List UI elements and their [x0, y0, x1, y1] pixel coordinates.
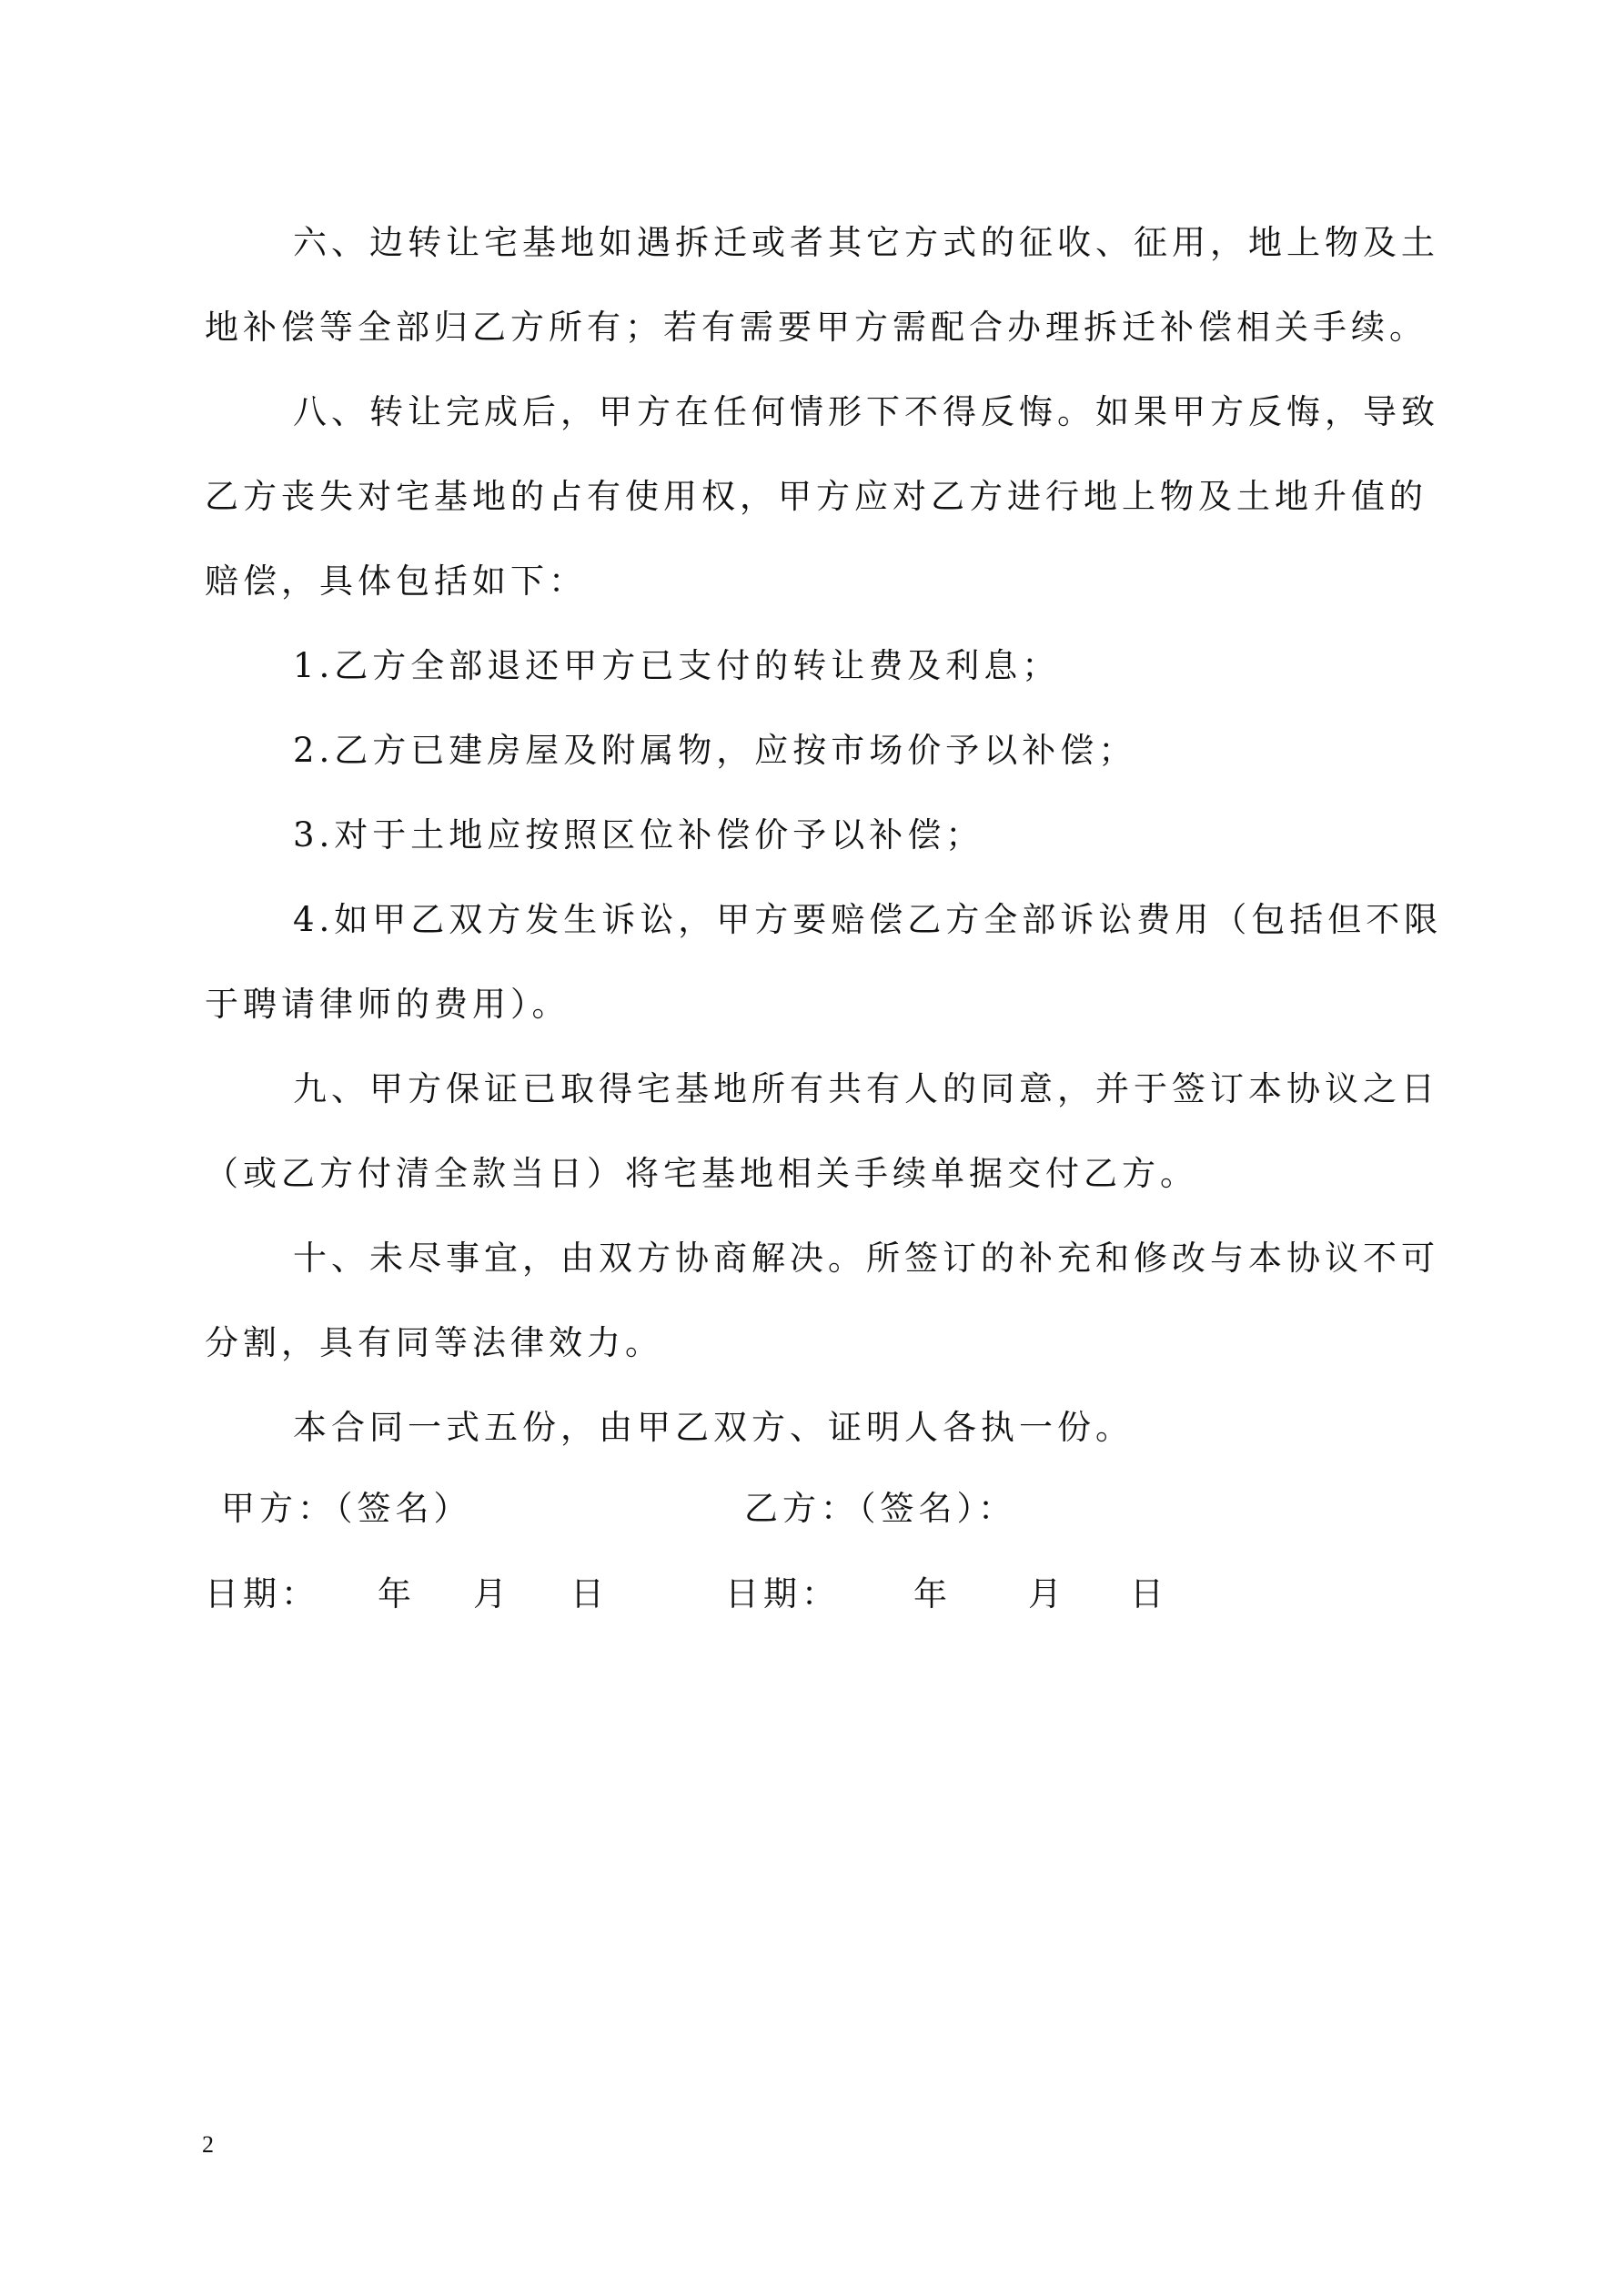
party-b-date-day: 日 — [1130, 1574, 1168, 1613]
clause-8-item-4-line-2: 于聘请律师的费用）。 — [205, 985, 570, 1024]
party-a-date-label: 日期： — [205, 1574, 319, 1613]
copies-statement: 本合同一式五份，由甲乙双方、证明人各执一份。 — [293, 1408, 1134, 1447]
clause-8-item-1: 1.乙方全部退还甲方已支付的转让费及利息； — [293, 646, 1061, 685]
clause-9-line-1: 九、甲方保证已取得宅基地所有共有人的同意，并于签订本协议之日 — [293, 1069, 1439, 1108]
clause-8-line-3: 赔偿，具体包括如下： — [205, 561, 587, 601]
clause-8-item-2: 2.乙方已建房屋及附属物，应按市场价予以补偿； — [293, 731, 1137, 770]
party-b-date-month: 月 — [1028, 1574, 1066, 1613]
clause-10-line-2: 分割，具有同等法律效力。 — [205, 1323, 663, 1362]
party-a-signature-label: 甲方：（签名） — [221, 1489, 472, 1528]
clause-6-line-1: 六、边转让宅基地如遇拆迁或者其它方式的征收、征用，地上物及土 — [293, 223, 1439, 262]
clause-8-line-2: 乙方丧失对宅基地的占有使用权，甲方应对乙方进行地上物及土地升值的 — [205, 477, 1427, 516]
clause-6-line-2: 地补偿等全部归乙方所有；若有需要甲方需配合办理拆迁补偿相关手续。 — [205, 308, 1427, 347]
party-a-date-month: 月 — [473, 1574, 511, 1613]
party-a-date-day: 日 — [570, 1574, 609, 1613]
clause-10-line-1: 十、未尽事宜，由双方协商解决。所签订的补充和修改与本协议不可 — [293, 1239, 1439, 1278]
party-a-date-year: 年 — [378, 1574, 416, 1613]
party-b-date-year: 年 — [913, 1574, 952, 1613]
clause-8-item-4-line-1: 4.如甲乙双方发生诉讼，甲方要赔偿乙方全部诉讼费用（包括但不限 — [293, 900, 1443, 939]
party-b-date-label: 日期： — [725, 1574, 840, 1613]
clause-8-item-3: 3.对于土地应按照区位补偿价予以补偿； — [293, 815, 984, 855]
clause-9-line-2: （或乙方付清全款当日）将宅基地相关手续单据交付乙方。 — [205, 1154, 1198, 1193]
page-number: 2 — [202, 2131, 214, 2158]
party-b-signature-label: 乙方：（签名）： — [744, 1489, 1016, 1528]
clause-8-line-1: 八、转让完成后，甲方在任何情形下不得反悔。如果甲方反悔，导致 — [293, 392, 1439, 431]
